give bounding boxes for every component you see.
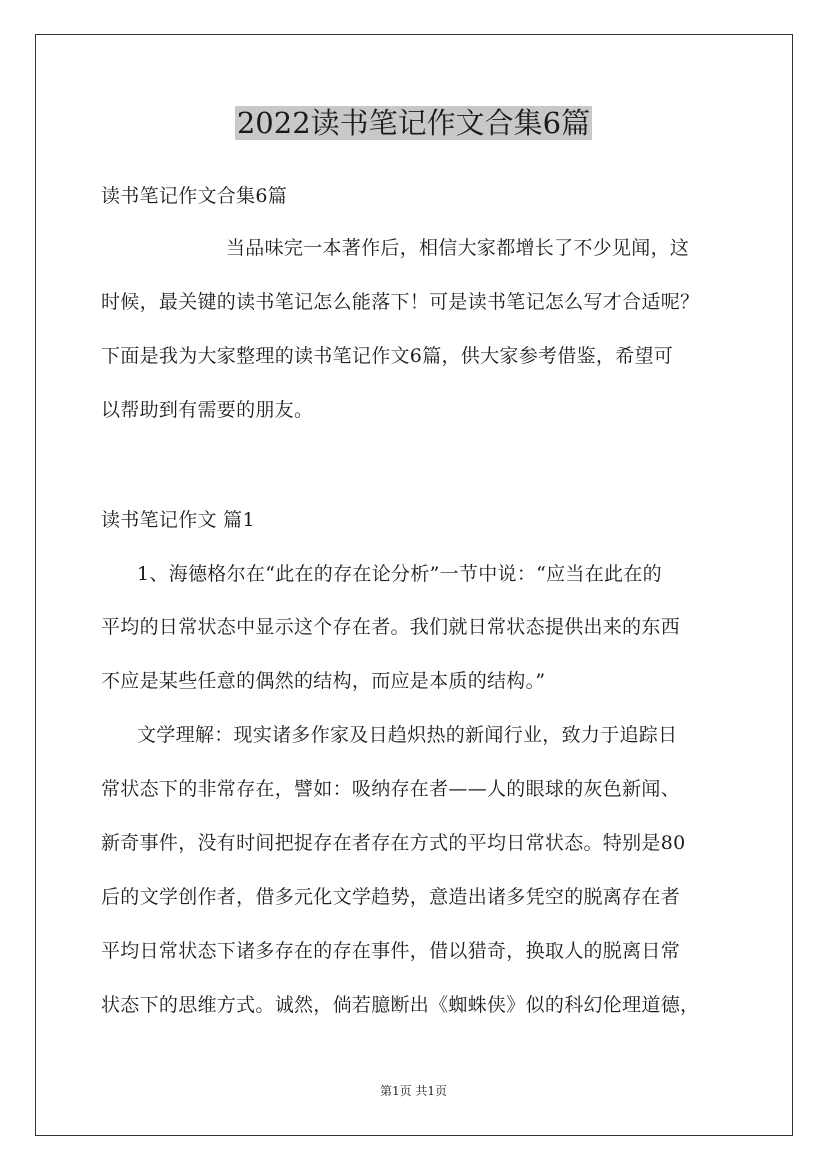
paragraph-line: 平均的日常状态中显示这个存在者。我们就日常状态提供出来的东西	[101, 616, 681, 638]
paragraph-line: 后的文学创作者，借多元化文学趋势，意造出诸多凭空的脱离存在者	[101, 886, 681, 908]
paragraph-line: 1、海德格尔在“此在的存在论分析”一节中说：“应当在此在的	[137, 563, 662, 585]
document-title-text: 2022读书笔记作文合集6篇	[236, 106, 591, 140]
paragraph-line: 文学理解：现实诸多作家及日趋炽热的新闻行业，致力于追踪日	[137, 724, 678, 746]
document-title	[0, 101, 827, 145]
paragraph-line: 新奇事件，没有时间把捉存在者存在方式的平均日常状态。特别是80	[101, 832, 686, 854]
paragraph-line: 常状态下的非常存在，譬如：吸纳存在者——人的眼球的灰色新闻、	[101, 778, 681, 800]
paragraph-line: 不应是某些任意的偶然的结构，而应是本质的结构。”	[101, 670, 546, 692]
intro-line: 时候，最关键的读书笔记怎么能落下！可是读书笔记怎么写才合适呢？	[101, 291, 700, 313]
document-subtitle: 读书笔记作文合集6篇	[101, 185, 288, 207]
paragraph-line: 状态下的思维方式。诚然，倘若臆断出《蜘蛛侠》似的科幻伦理道德，	[101, 994, 700, 1016]
intro-line: 下面是我为大家整理的读书笔记作文6篇，供大家参考借鉴，希望可	[101, 345, 674, 367]
section-heading: 读书笔记作文 篇1	[101, 509, 255, 531]
intro-line: 以帮助到有需要的朋友。	[101, 399, 314, 421]
paragraph-line: 平均日常状态下诸多存在的存在事件，借以猎奇，换取人的脱离日常	[101, 940, 681, 962]
page-footer: 第1页 共1页	[379, 1084, 448, 1098]
intro-line: 当品味完一本著作后，相信大家都增长了不少见闻，这	[226, 237, 690, 259]
